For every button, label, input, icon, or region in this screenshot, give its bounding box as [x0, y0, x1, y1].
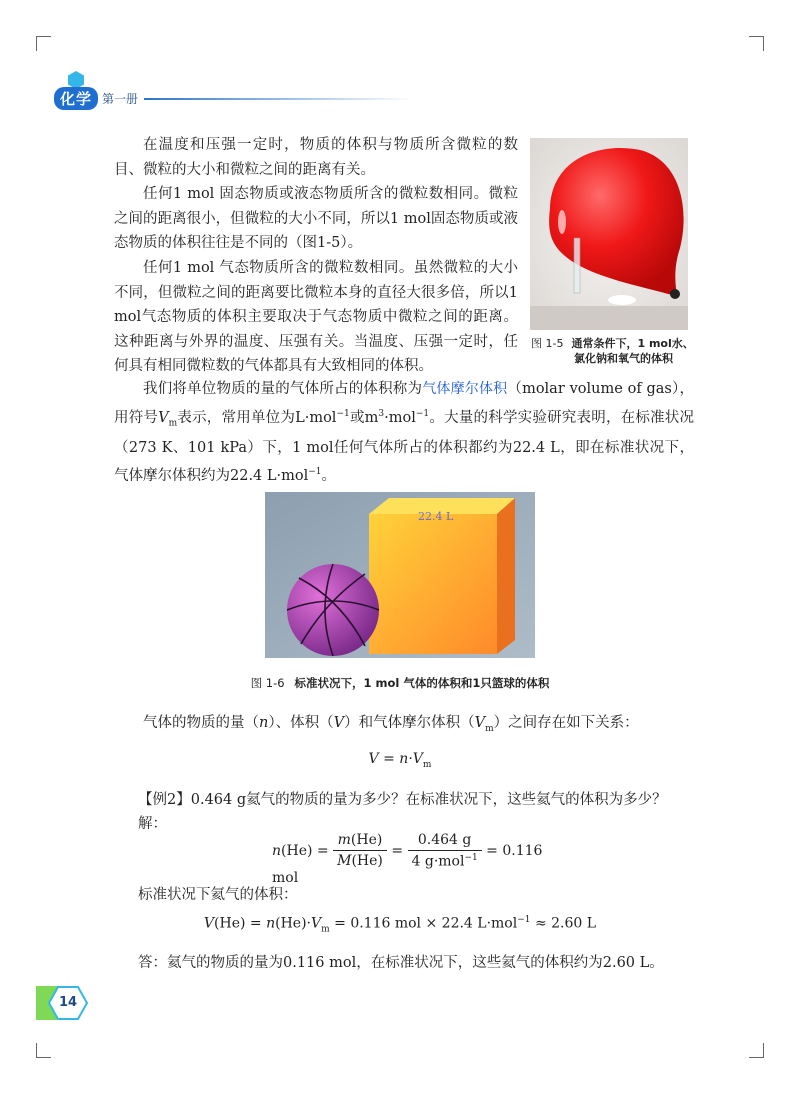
formula-volume: [0, 915, 800, 934]
text: = 0.116 mol × 22.4 L·mol: [329, 915, 518, 932]
figure-number: 图 1-5: [531, 337, 564, 350]
paragraph-2: 任何1 mol 固态物质或液态物质所含的微粒数相同。微粒之间的距离很小，但微粒的大小不同，所以1 mol固态物质或液态物质的体积往往是不同的（图1-5）。: [114, 186, 518, 251]
symbol: V: [333, 715, 345, 731]
subject-badge: 化学: [54, 87, 98, 110]
header-rule: [144, 98, 414, 100]
caption-text: 标准状况下，1 mol 气体的体积和1只篮球的体积: [294, 676, 550, 690]
text: （molar volume of gas），用符号: [114, 381, 695, 426]
formula-main: [0, 751, 800, 770]
symbol: V: [368, 751, 379, 767]
text: 表示，常用单位为L·mol: [177, 409, 337, 426]
text: = 0.116 mol: [272, 842, 543, 886]
symbol: n: [399, 751, 409, 767]
figure-balloon-photo: [530, 138, 688, 330]
paragraph-4: [114, 377, 694, 489]
fraction: [408, 832, 482, 870]
key-term: 气体摩尔体积: [422, 381, 508, 397]
text: ·mol: [384, 409, 416, 426]
formula-moles: [272, 832, 572, 886]
text: (He): [351, 853, 383, 870]
symbol: M: [337, 853, 352, 870]
superscript: −1: [464, 853, 478, 863]
solution-label: 解：: [138, 816, 167, 832]
text: ）、体积（: [268, 715, 334, 731]
text: 或m: [349, 409, 379, 426]
text: 4 g·mol: [411, 853, 465, 870]
subscript: m: [485, 723, 494, 734]
symbol: V: [311, 915, 322, 932]
running-header: [48, 70, 408, 110]
symbol: n: [259, 715, 269, 731]
figure-1-6-caption: [0, 675, 800, 691]
text: 0.464 g氦气的物质的量为多少？在标准状况下，这些氦气的体积为多少？: [190, 792, 667, 808]
subscript: m: [321, 924, 330, 935]
crop-mark-top-right: [749, 36, 764, 51]
superscript: −1: [336, 408, 350, 419]
book-title: [54, 86, 138, 110]
fraction: [333, 832, 387, 869]
relation-paragraph: [114, 711, 694, 741]
subscript: m: [422, 759, 432, 770]
symbol: n: [272, 842, 282, 859]
text: (He)·: [275, 915, 312, 932]
figure-cube-basketball-photo: [265, 492, 535, 658]
text: 气体的物质的量（: [143, 715, 259, 731]
operator: ·: [408, 751, 413, 767]
paragraph-3: 任何1 mol 气态物质所含的微粒数相同。虽然微粒的大小不同，但微粒之间的距离要比微粒本身的直径大很多倍，所以1 mol气态物质的体积主要取决于气态物质中微粒之间的距离。这种距离与外界的温度、压强有关。当温度、压强一定时，任何具有相同微粒数的气体都具有大致相同的体积。: [114, 260, 518, 374]
symbol: V: [158, 409, 169, 426]
crop-mark-top-left: [36, 36, 51, 51]
symbol: V: [474, 715, 486, 731]
superscript: 3: [378, 408, 385, 419]
symbol: n: [266, 915, 276, 932]
crop-mark-bottom-left: [36, 1043, 51, 1058]
answer-text: 答：氦气的物质的量为0.116 mol，在标准状况下，这些氦气的体积约为2.60 L。: [138, 955, 664, 971]
text: ）和气体摩尔体积（: [344, 715, 475, 731]
crop-mark-bottom-right: [749, 1043, 764, 1058]
text: (He) =: [214, 915, 267, 932]
text: (He) =: [281, 842, 334, 859]
figure-number: 图 1-6: [250, 676, 285, 690]
caption-line: 通常条件下，1 mol水、: [571, 337, 694, 350]
page-number-tab: [36, 986, 94, 1020]
text: (He): [350, 832, 383, 849]
subscript: m: [168, 418, 178, 429]
operator: =: [378, 751, 400, 767]
paragraph-1: 在温度和压强一定时，物质的体积与物质所含微粒的数目、微粒的大小和微粒之间的距离有关。: [114, 137, 518, 178]
text: 。大量的科学实验研究表明，在标准状况（273 K、101 kPa）下，1 mol任何气体所占的体积都约为22.4 L，即在标准状况下，气体摩尔体积约为22.4 L·mol: [114, 409, 695, 485]
text: ）之间存在如下关系：: [493, 715, 639, 731]
cube-volume-label: 22.4 L: [418, 510, 454, 523]
figure-1-5-caption: [531, 336, 701, 366]
symbol: m: [337, 832, 351, 849]
text: 我们将单位物质的量的气体所占的体积称为: [143, 381, 423, 397]
superscript: −1: [308, 467, 322, 478]
text: ≈ 2.60 L: [530, 915, 597, 932]
symbol: V: [412, 751, 423, 767]
numerator: 0.464 g: [408, 832, 482, 851]
page-number: 14: [58, 995, 78, 1010]
text: 。: [321, 468, 337, 485]
volume-label: 标准状况下氦气的体积：: [138, 887, 298, 903]
volume-label: 第一册: [102, 91, 139, 106]
caption-line: 氯化钠和氧气的体积: [574, 352, 673, 365]
example-label: 【例2】: [138, 792, 191, 808]
example-question: [138, 788, 698, 813]
operator: =: [391, 842, 404, 859]
superscript: −1: [517, 915, 531, 925]
symbol: V: [203, 915, 215, 932]
superscript: −1: [415, 408, 430, 419]
